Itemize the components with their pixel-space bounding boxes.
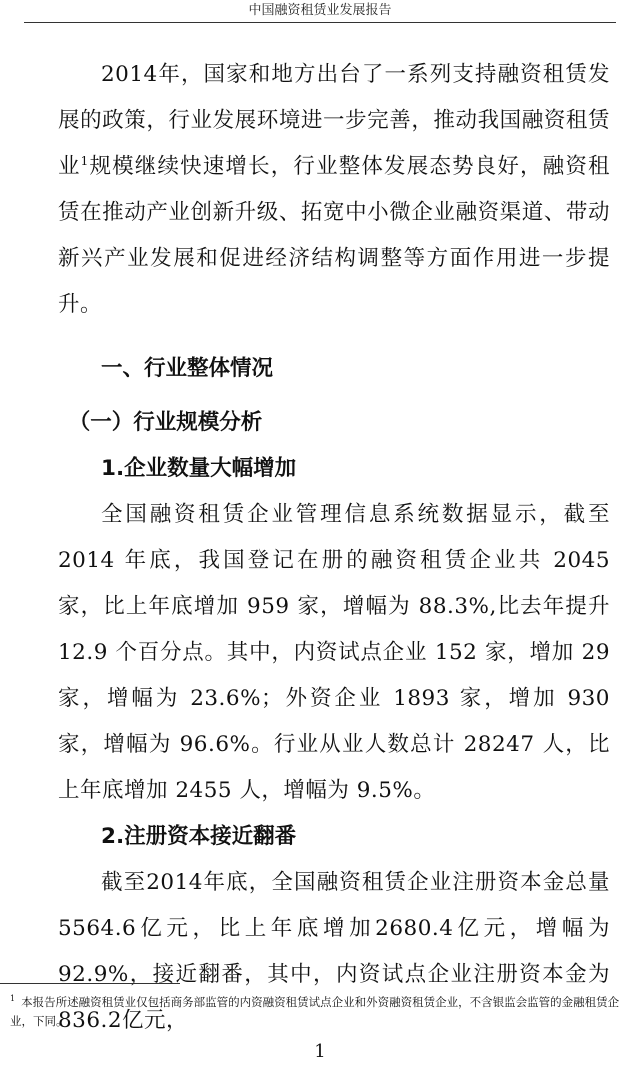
intro-text-part1: 2014年，国家和地方出台了一系列支持融资租赁发展的政策，行业发展环境进一步完善，推动我国融资租赁业 [58, 62, 610, 179]
footnote-marker: 1 [10, 994, 16, 1003]
document-body [58, 52, 610, 1044]
item-heading-2: 2.注册资本接近翻番 [101, 824, 297, 849]
footnote-divider [0, 983, 180, 984]
intro-paragraph [58, 52, 610, 328]
footnote [10, 993, 620, 1031]
footnote-reference[interactable]: 1 [80, 154, 89, 168]
section-heading: 一、行业整体情况 [101, 356, 274, 381]
item-heading-1: 1.企业数量大幅增加 [101, 456, 297, 481]
item-paragraph-1: 全国融资租赁企业管理信息系统数据显示，截至 2014 年底，我国登记在册的融资租赁企业共 2045 家，比上年底增加 959 家，增幅为 88.3%,比去年提升 12.9 个百分点。其中，内资试点企业 152 家，增加 29 家，增幅为 23.6%；外资企业 1893 家，增加 930 家，增幅为 96.6%。行业从业人数总计 28247 人，比上年底增加 2455 人，增幅为 9.5%。 [58, 502, 610, 803]
footnote-text: 本报告所述融资租赁业仅包括商务部监管的内资融资租赁试点企业和外资融资租赁企业，不含银监会监管的金融租赁企业，下同。 [10, 995, 620, 1028]
header-title: 中国融资租赁业发展报告 [248, 3, 392, 18]
header-divider [24, 22, 616, 23]
page-number: 1 [314, 1041, 326, 1062]
item-paragraph-2: 截至2014年底，全国融资租赁企业注册资本金总量5564.6亿元，比上年底增加2680.4亿元，增幅为92.9%，接近翻番，其中，内资试点企业注册资本金为836.2亿元， [58, 870, 610, 1033]
page-header [0, 0, 640, 22]
intro-text-part2: 规模继续快速增长，行业整体发展态势良好，融资租赁在推动产业创新升级、拓宽中小微企业融资渠道、带动新兴产业发展和促进经济结构调整等方面作用进一步提升。 [58, 154, 610, 317]
subsection-heading: （一）行业规模分析 [68, 410, 263, 435]
